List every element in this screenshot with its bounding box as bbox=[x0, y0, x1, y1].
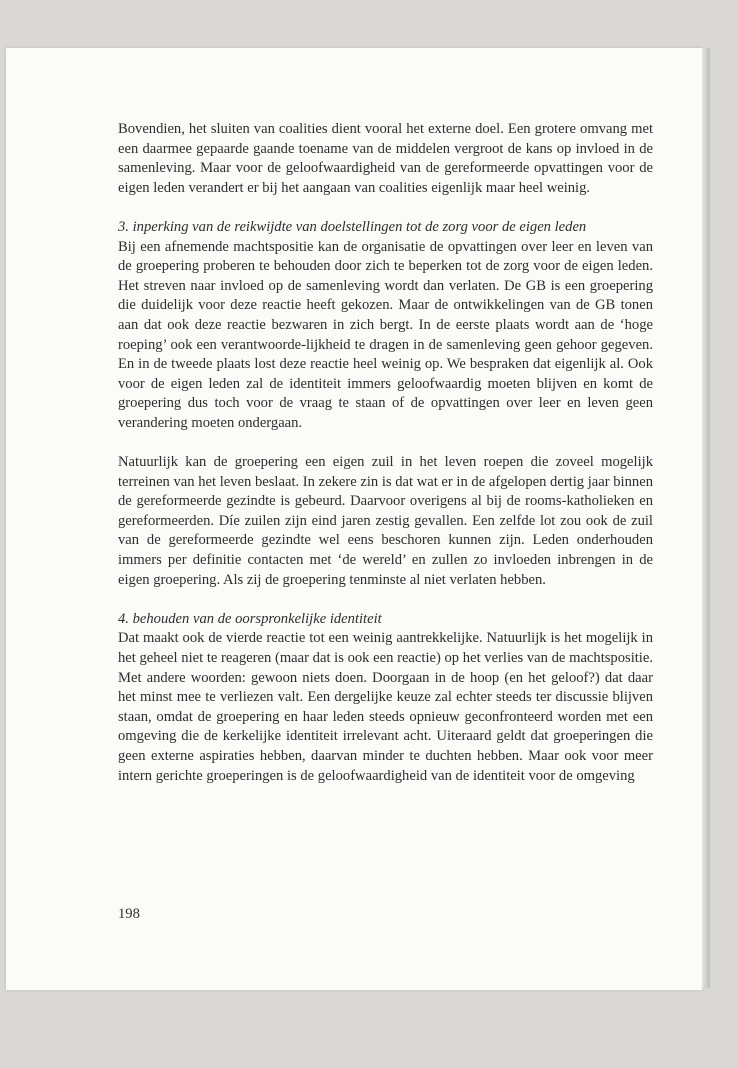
paragraph: Bij een afnemende machtspositie kan de organisatie de opvattingen over leer en leven van de groepering proberen te behouden door zich te beperken tot de zorg voor de eigen leden. Het streven naar invloed op de samenleving wordt dan verlaten. De GB is een groepering die duidelijk voor deze reactie heeft gekozen. Maar de ontwikkelingen van de GB tonen aan dat ook deze reactie bezwaren in zich bergt. In de eerste plaats wordt aan de ‘hoge roeping’ ook een verantwoorde-lijkheid te dragen in de samenleving geen gehoor gegeven. En in de tweede plaats lost deze reactie heel weinig op. We bespraken dat eigenlijk al. Ook voor de eigen leden zal de identiteit immers geloofwaardig moeten blijven en komt de groepering dus toch voor de vraag te staan of de opvattingen over leer en leven geen verandering moeten ondergaan. bbox=[118, 238, 653, 431]
body-text bbox=[118, 120, 653, 806]
section-heading: 3. inperking van de reikwijdte van doelstellingen tot de zorg voor de eigen leden bbox=[118, 218, 587, 235]
paragraph: Dat maakt ook de vierde reactie tot een weinig aantrekkelijke. Natuurlijk is het mogelijk in het geheel niet te reageren (maar dat is ook een reactie) op het verlies van de machtspositie. Met andere woorden: gewoon niets doen. Doorgaan in de hoop (en het geloof?) dat daar het minst mee te verliezen valt. Een dergelijke keuze zal echter steeds ter discussie blijven staan, omdat de groepering en haar leden steeds opnieuw geconfronteerd worden met een omgeving die de kerkelijke identiteit irrelevant acht. Uiteraard geldt dat groeperingen die geen externe aspiraties hebben, daarvan minder te duchten hebben. Maar ook voor meer intern gerichte groeperingen is de geloofwaardigheid van de identiteit voor de omgeving bbox=[118, 630, 653, 784]
section-heading: 4. behouden van de oorspronkelijke identiteit bbox=[118, 610, 382, 627]
page-edge bbox=[702, 48, 710, 988]
section-3 bbox=[118, 218, 653, 434]
paragraph: Natuurlijk kan de groepering een eigen zuil in het leven roepen die zoveel mogelijk terreinen van het leven beslaat. In zekere zin is dat wat er in de afgelopen dertig jaar binnen de gereformeerde gezindte is gebeurd. Daarvoor overigens al bij de rooms-katholieken en gereformeerden. Díe zuilen zijn eind jaren zestig gevallen. Een zelfde lot zou ook de zuil van de gereformeerde gezindte wel eens beschoren kunnen zijn. Leden onderhouden immers per definitie contacten met ‘de wereld’ en zullen zo invloeden inbrengen in de eigen groepering. Als zij de groepering tenminste al niet verlaten hebben. bbox=[118, 454, 653, 588]
section-4 bbox=[118, 610, 653, 786]
paragraph: Bovendien, het sluiten van coalities dient vooral het externe doel. Een grotere omvang met een daarmee gepaarde gaande toename van de middelen vergroot de kans op invloed in de samenleving. Maar voor de geloofwaardigheid van de gereformeerde opvattingen voor de eigen leden verandert er bij het aangaan van coalities eigenlijk maar heel weinig. bbox=[118, 121, 653, 196]
page-number: 198 bbox=[118, 906, 140, 922]
